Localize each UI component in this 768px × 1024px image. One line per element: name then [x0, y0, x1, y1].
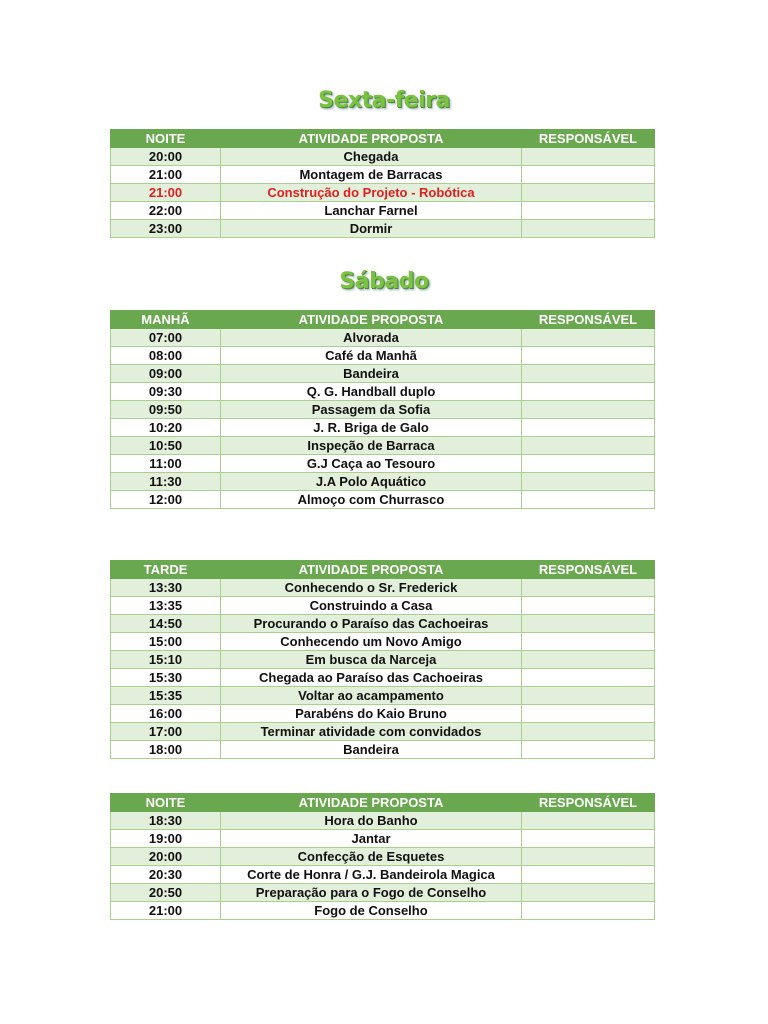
table-header-row [111, 311, 655, 329]
time-cell: 21:00 [111, 166, 221, 184]
table-row [111, 848, 655, 866]
activity-cell: Q. G. Handball duplo [221, 383, 522, 401]
responsavel-cell [522, 401, 655, 419]
header-period: MANHÃ [111, 311, 221, 329]
time-cell: 18:00 [111, 741, 221, 759]
activity-cell: Confecção de Esquetes [221, 848, 522, 866]
table-row [111, 329, 655, 347]
activity-cell: Bandeira [221, 365, 522, 383]
header-activity: ATIVIDADE PROPOSTA [221, 794, 522, 812]
table-row [111, 812, 655, 830]
time-cell: 15:00 [111, 633, 221, 651]
time-cell: 15:10 [111, 651, 221, 669]
activity-cell: Lanchar Farnel [221, 202, 522, 220]
time-cell: 11:00 [111, 455, 221, 473]
time-cell: 11:30 [111, 473, 221, 491]
activity-cell: Parabéns do Kaio Bruno [221, 705, 522, 723]
responsavel-cell [522, 812, 655, 830]
responsavel-cell [522, 220, 655, 238]
time-cell: 10:50 [111, 437, 221, 455]
time-cell: 20:50 [111, 884, 221, 902]
table-row [111, 491, 655, 509]
responsavel-cell [522, 866, 655, 884]
time-cell: 17:00 [111, 723, 221, 741]
time-cell: 16:00 [111, 705, 221, 723]
table-row [111, 202, 655, 220]
activity-cell: Hora do Banho [221, 812, 522, 830]
time-cell: 13:35 [111, 597, 221, 615]
activity-cell: Alvorada [221, 329, 522, 347]
time-cell: 10:20 [111, 419, 221, 437]
time-cell: 21:00 [111, 184, 221, 202]
time-cell: 20:00 [111, 848, 221, 866]
header-activity: ATIVIDADE PROPOSTA [221, 311, 522, 329]
time-cell: 09:50 [111, 401, 221, 419]
activity-cell: Chegada ao Paraíso das Cachoeiras [221, 669, 522, 687]
activity-cell: J.A Polo Aquático [221, 473, 522, 491]
table-row [111, 830, 655, 848]
activity-cell: Preparação para o Fogo de Conselho [221, 884, 522, 902]
header-activity: ATIVIDADE PROPOSTA [221, 130, 522, 148]
responsavel-cell [522, 615, 655, 633]
activity-cell: G.J Caça ao Tesouro [221, 455, 522, 473]
activity-cell: Jantar [221, 830, 522, 848]
time-cell: 09:00 [111, 365, 221, 383]
responsavel-cell [522, 884, 655, 902]
time-cell: 14:50 [111, 615, 221, 633]
table-row [111, 365, 655, 383]
responsavel-cell [522, 455, 655, 473]
responsavel-cell [522, 741, 655, 759]
responsavel-cell [522, 347, 655, 365]
day-title-sexta: Sexta-feira [318, 88, 450, 113]
activity-cell: Voltar ao acampamento [221, 687, 522, 705]
responsavel-cell [522, 723, 655, 741]
responsavel-cell [522, 184, 655, 202]
table-row [111, 220, 655, 238]
activity-cell: Inspeção de Barraca [221, 437, 522, 455]
responsavel-cell [522, 705, 655, 723]
responsavel-cell [522, 633, 655, 651]
activity-cell: Café da Manhã [221, 347, 522, 365]
table-row-highlighted [111, 184, 655, 202]
table-row [111, 723, 655, 741]
table-row [111, 166, 655, 184]
schedule-table-sabado-manha [110, 310, 655, 509]
time-cell: 23:00 [111, 220, 221, 238]
responsavel-cell [522, 365, 655, 383]
activity-cell: Chegada [221, 148, 522, 166]
header-responsavel: RESPONSÁVEL [522, 794, 655, 812]
table-row [111, 705, 655, 723]
activity-cell: Em busca da Narceja [221, 651, 522, 669]
responsavel-cell [522, 687, 655, 705]
table-row [111, 419, 655, 437]
time-cell: 08:00 [111, 347, 221, 365]
responsavel-cell [522, 651, 655, 669]
table-row [111, 866, 655, 884]
responsavel-cell [522, 669, 655, 687]
header-responsavel: RESPONSÁVEL [522, 561, 655, 579]
table-row [111, 455, 655, 473]
activity-cell: Terminar atividade com convidados [221, 723, 522, 741]
header-responsavel: RESPONSÁVEL [522, 130, 655, 148]
activity-cell: Almoço com Churrasco [221, 491, 522, 509]
table-row [111, 687, 655, 705]
table-row [111, 579, 655, 597]
schedule-table-sabado-tarde [110, 560, 655, 759]
time-cell: 20:30 [111, 866, 221, 884]
day-title-sabado: Sábado [339, 269, 429, 294]
schedule-table-sexta-noite [110, 129, 655, 238]
time-cell: 12:00 [111, 491, 221, 509]
time-cell: 19:00 [111, 830, 221, 848]
table-row [111, 651, 655, 669]
responsavel-cell [522, 202, 655, 220]
activity-cell: Conhecendo o Sr. Frederick [221, 579, 522, 597]
table-row [111, 383, 655, 401]
table-row [111, 597, 655, 615]
table-header-row [111, 794, 655, 812]
table-row [111, 401, 655, 419]
table-row [111, 669, 655, 687]
table-row [111, 148, 655, 166]
activity-cell: Corte de Honra / G.J. Bandeirola Magica [221, 866, 522, 884]
header-period: TARDE [111, 561, 221, 579]
table-row [111, 902, 655, 920]
responsavel-cell [522, 419, 655, 437]
activity-cell: Conhecendo um Novo Amigo [221, 633, 522, 651]
activity-cell: Construção do Projeto - Robótica [221, 184, 522, 202]
time-cell: 15:30 [111, 669, 221, 687]
table-row [111, 741, 655, 759]
responsavel-cell [522, 830, 655, 848]
activity-cell: Construindo a Casa [221, 597, 522, 615]
header-period: NOITE [111, 794, 221, 812]
table-row [111, 347, 655, 365]
header-period: NOITE [111, 130, 221, 148]
schedule-table-sabado-noite [110, 793, 655, 920]
responsavel-cell [522, 597, 655, 615]
activity-cell: Procurando o Paraíso das Cachoeiras [221, 615, 522, 633]
table-row [111, 884, 655, 902]
header-responsavel: RESPONSÁVEL [522, 311, 655, 329]
time-cell: 22:00 [111, 202, 221, 220]
table-row [111, 473, 655, 491]
table-row [111, 633, 655, 651]
responsavel-cell [522, 166, 655, 184]
activity-cell: Dormir [221, 220, 522, 238]
activity-cell: J. R. Briga de Galo [221, 419, 522, 437]
responsavel-cell [522, 383, 655, 401]
table-header-row [111, 561, 655, 579]
time-cell: 21:00 [111, 902, 221, 920]
table-row [111, 437, 655, 455]
time-cell: 09:30 [111, 383, 221, 401]
activity-cell: Bandeira [221, 741, 522, 759]
table-header-row [111, 130, 655, 148]
header-activity: ATIVIDADE PROPOSTA [221, 561, 522, 579]
activity-cell: Passagem da Sofia [221, 401, 522, 419]
activity-cell: Montagem de Barracas [221, 166, 522, 184]
activity-cell: Fogo de Conselho [221, 902, 522, 920]
time-cell: 18:30 [111, 812, 221, 830]
responsavel-cell [522, 148, 655, 166]
time-cell: 20:00 [111, 148, 221, 166]
responsavel-cell [522, 848, 655, 866]
responsavel-cell [522, 437, 655, 455]
table-row [111, 615, 655, 633]
responsavel-cell [522, 329, 655, 347]
time-cell: 07:00 [111, 329, 221, 347]
time-cell: 13:30 [111, 579, 221, 597]
responsavel-cell [522, 902, 655, 920]
responsavel-cell [522, 473, 655, 491]
responsavel-cell [522, 579, 655, 597]
responsavel-cell [522, 491, 655, 509]
time-cell: 15:35 [111, 687, 221, 705]
